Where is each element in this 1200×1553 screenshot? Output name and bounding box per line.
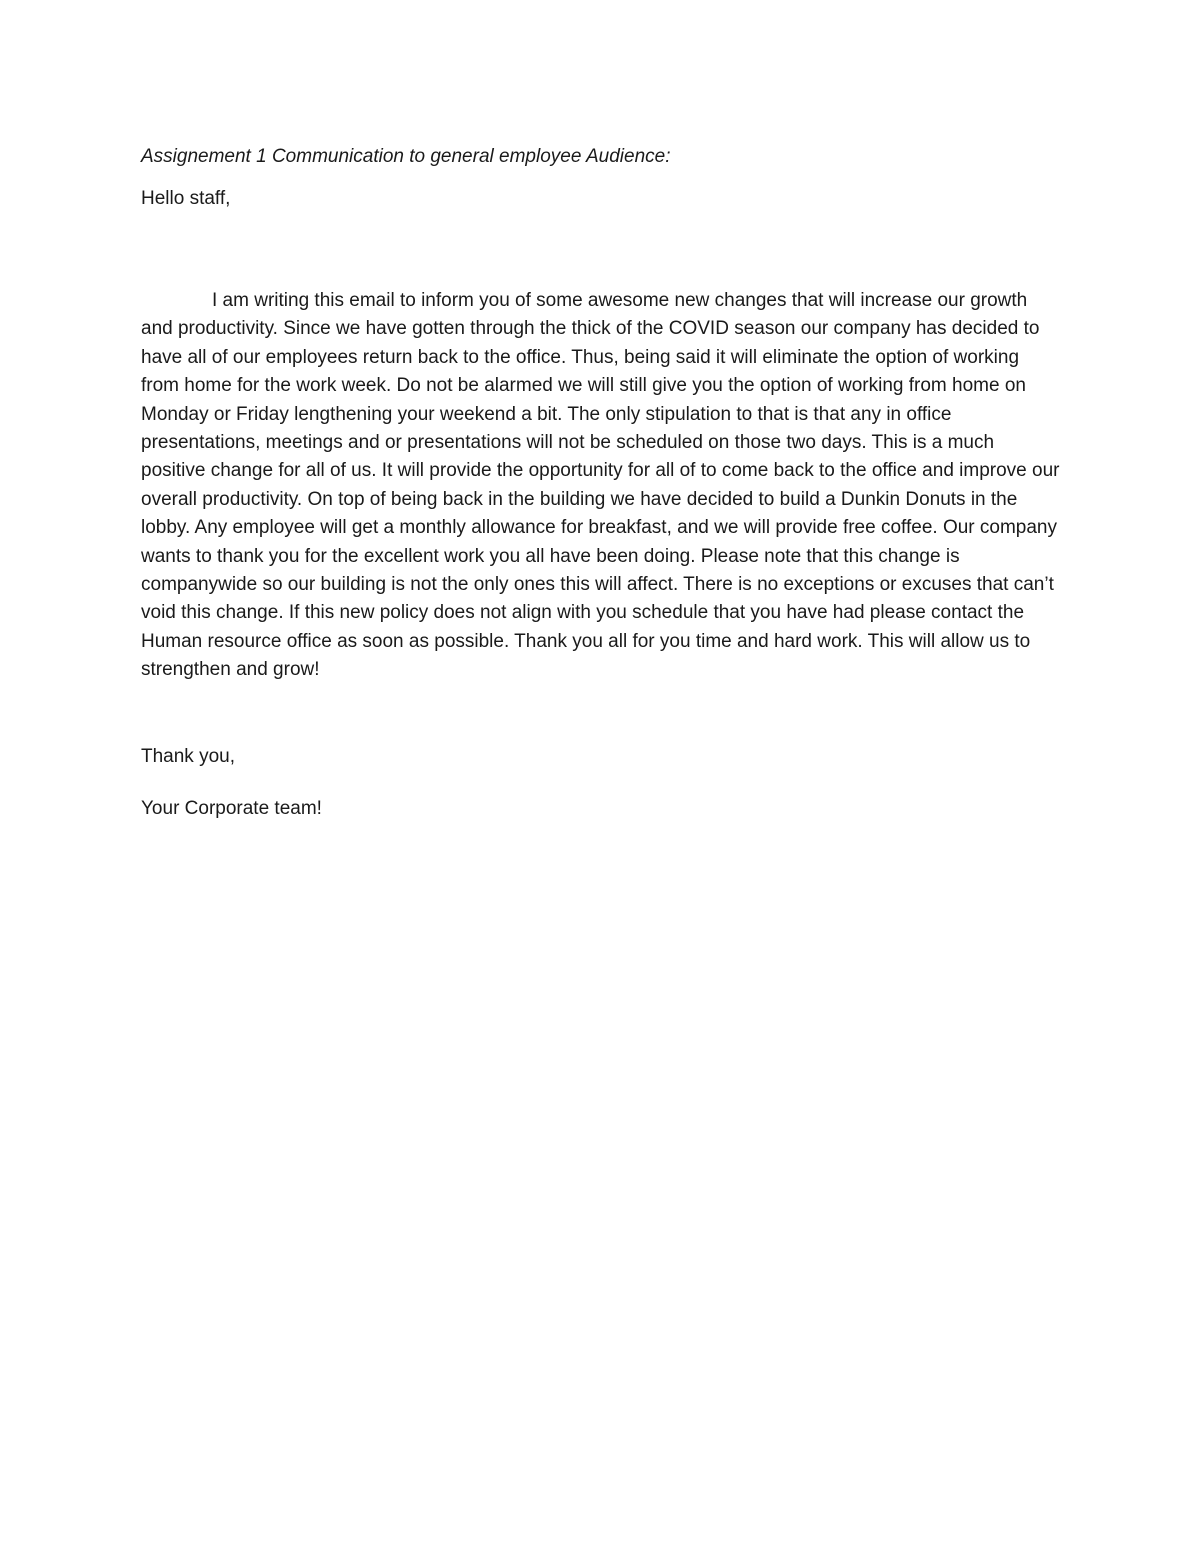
document-body <box>141 143 1061 823</box>
closing-line: Thank you, <box>141 745 235 767</box>
salutation: Hello staff, <box>141 188 231 209</box>
document-title: Assignement 1 Communication to general employee Audience: <box>141 146 671 167</box>
body-paragraph: I am writing this email to inform you of some awesome new changes that will increase our growth and productivity. Since we have gotten through the thick of the COVID season our company has decided to have all of our employees return back to the office. Thus, being said it will eliminate the option of working from home for the work week. Do not be alarmed we will still give you the option of working from home on Monday or Friday lengthening your weekend a bit. The only stipulation to that is that any in office presentations, meetings and or presentations will not be scheduled on those two days. This is a much positive change for all of us. It will provide the opportunity for all of to come back to the office and improve our overall productivity. On top of being back in the building we have decided to build a Dunkin Donuts in the lobby. Any employee will get a monthly allowance for breakfast, and we will provide free coffee. Our company wants to thank you for the excellent work you all have been doing. Please note that this change is companywide so our building is not the only ones this will affect. There is no exceptions or excuses that can’t void this change. If this new policy does not align with you schedule that you have had please contact the Human resource office as soon as possible. Thank you all for you time and hard work. This will allow us to strengthen and grow! <box>141 290 1060 681</box>
signature-line: Your Corporate team! <box>141 797 322 819</box>
